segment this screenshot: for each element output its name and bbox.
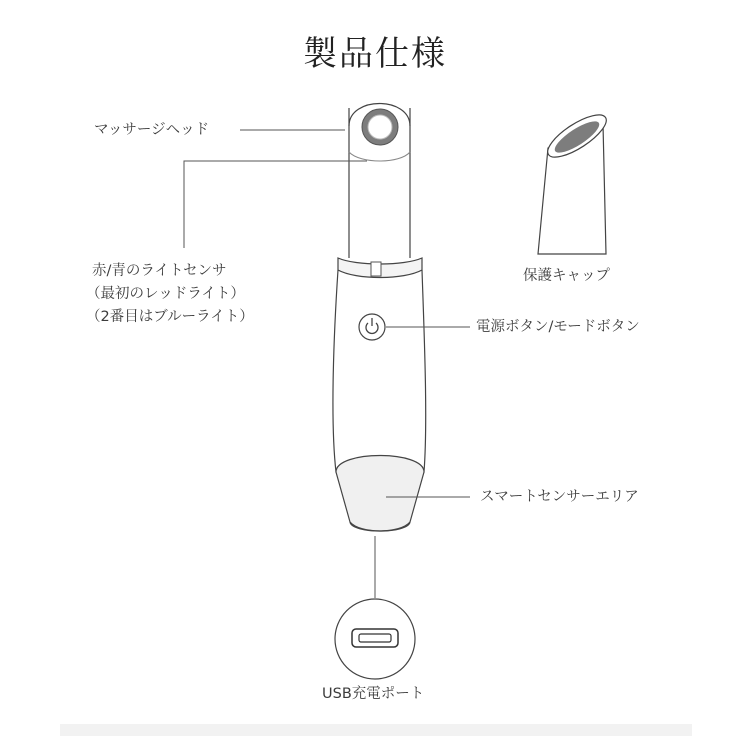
smart-sensor-band [336, 456, 424, 532]
label-usb-port: USB充電ポート [322, 686, 425, 702]
label-protective-cap: 保護キャップ [523, 268, 610, 284]
massage-head-lens-inner [368, 115, 392, 139]
page-title: 製品仕様 [303, 34, 447, 74]
leader-lines [184, 130, 470, 598]
device-body [333, 270, 426, 472]
usb-port-inner [359, 634, 391, 642]
label-power-button: 電源ボタン/モードボタン [476, 319, 640, 335]
label-massage-head: マッサージヘッド [94, 122, 210, 138]
label-light-sensor-first: （最初のレッドライト） [86, 286, 245, 302]
label-smart-sensor: スマートセンサーエリア [480, 489, 639, 505]
protective-cap-illustration [538, 107, 612, 254]
power-button-graphic [359, 314, 385, 340]
label-light-sensor-second: （2番目はブルーライト） [86, 309, 254, 325]
device-head-rim [349, 152, 410, 161]
leader-light-sensor [184, 161, 367, 248]
power-button-ring [359, 314, 385, 340]
bottom-strip [60, 724, 692, 736]
label-light-sensor: 赤/青のライトセンサ [92, 263, 227, 279]
device-collar-tab [371, 262, 381, 276]
